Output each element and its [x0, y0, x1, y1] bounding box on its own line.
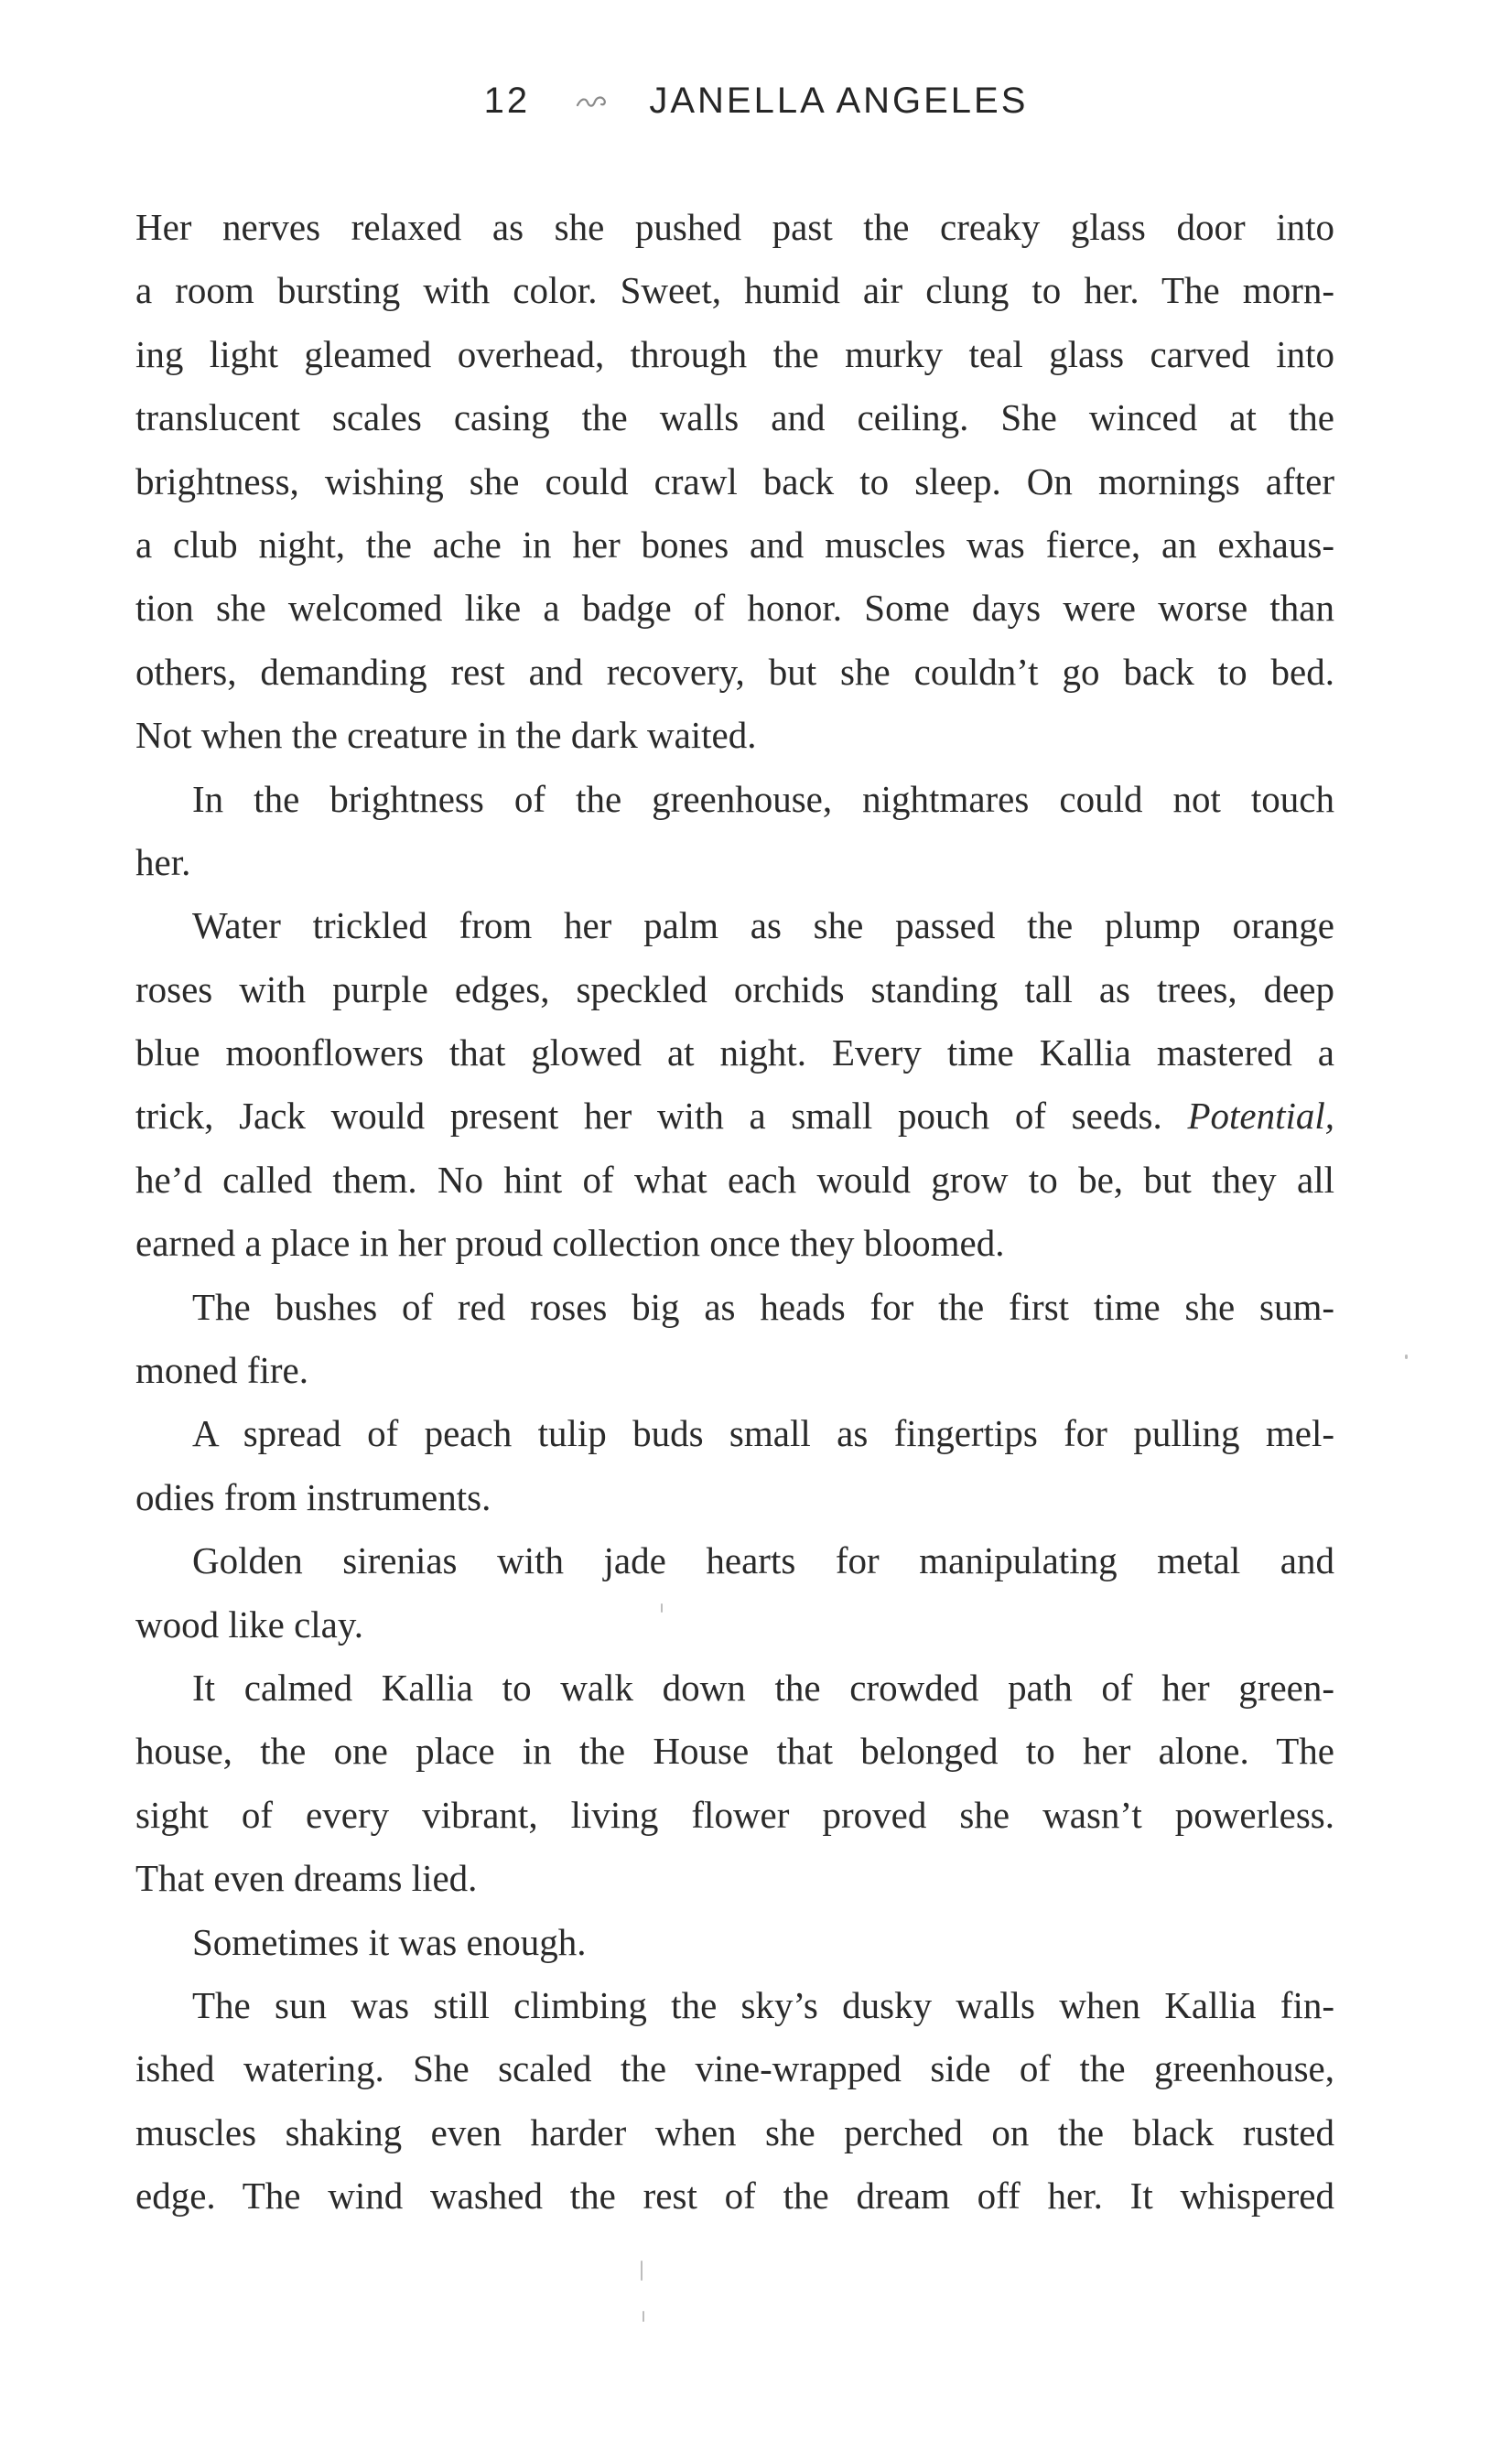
running-head-author: JANELLA ANGELES: [649, 80, 1029, 121]
text-line: Water trickled from her palm as she passed the plump orange: [192, 904, 1334, 947]
page-number: 12: [483, 80, 531, 121]
text-line: Her nerves relaxed as she pushed past the creaky glass door into: [135, 206, 1334, 248]
text-line: The sun was still climbing the sky’s dusky walls when Kallia fin-: [192, 1983, 1334, 2026]
text-line-compound: [135, 1085, 1334, 1148]
text-line: sight of every vibrant, living flower proved she wasn’t powerless.: [135, 1793, 1334, 1836]
text-line: odies from instruments.: [135, 1475, 491, 1518]
text-line: blue moonflowers that glowed at night. Every time Kallia mastered a: [135, 1031, 1334, 1074]
text-line: In the brightness of the greenhouse, nightmares could not touch: [192, 777, 1334, 820]
text-line: edge. The wind washed the rest of the dream off her. It whispered: [135, 2175, 1334, 2218]
text-line: he’d called them. No hint of what each would grow to be, but they all: [135, 1158, 1334, 1201]
scan-speck: [641, 2261, 643, 2281]
text-line-part: trick, Jack would present her with a small pouch of seeds.: [135, 1095, 1162, 1138]
text-line: It calmed Kallia to walk down the crowded path of her green-: [192, 1666, 1334, 1709]
scan-speck: [661, 1603, 663, 1613]
text-line: Sometimes it was enough.: [192, 1920, 587, 1963]
running-head: [0, 79, 1512, 122]
text-line: ing light gleamed overhead, through the murky teal glass carved into: [135, 332, 1334, 375]
text-line: brightness, wishing she could crawl back to sleep. On mornings after: [135, 459, 1334, 502]
text-line: wood like clay.: [135, 1603, 363, 1646]
text-line: translucent scales casing the walls and ceiling. She winced at the: [135, 396, 1334, 439]
body-text: [135, 196, 1334, 2229]
text-line: a room bursting with color. Sweet, humid air clung to her. The morn-: [135, 269, 1334, 312]
scan-speck: [1405, 1354, 1408, 1359]
text-line: That even dreams lied.: [135, 1857, 478, 1900]
text-line: A spread of peach tulip buds small as fingertips for pulling mel-: [192, 1412, 1334, 1455]
text-line: roses with purple edges, speckled orchids standing tall as trees, deep: [135, 967, 1334, 1010]
text-line: tion she welcomed like a badge of honor. Some days were worse than: [135, 587, 1334, 630]
text-line: The bushes of red roses big as heads for the first time she sum-: [192, 1285, 1334, 1328]
text-line: moned fire.: [135, 1349, 308, 1392]
text-line: her.: [135, 840, 191, 883]
text-line: Golden sirenias with jade hearts for manipulating metal and: [192, 1539, 1334, 1582]
text-line: muscles shaking even harder when she perched on the black rusted: [135, 2110, 1334, 2153]
italic-word: Potential,: [1187, 1095, 1335, 1138]
text-line: house, the one place in the House that belonged to her alone. The: [135, 1730, 1334, 1773]
text-line: others, demanding rest and recovery, but she couldn’t go back to bed.: [135, 650, 1334, 693]
text-line: ished watering. She scaled the vine-wrapped side of the greenhouse,: [135, 2047, 1334, 2090]
flourish-ornament-icon: [576, 79, 609, 120]
scan-speck: [643, 2311, 644, 2322]
text-line: earned a place in her proud collection once they bloomed.: [135, 1222, 1005, 1265]
text-line: Not when the creature in the dark waited.: [135, 714, 757, 757]
text-line: a club night, the ache in her bones and muscles was fierce, an exhaus-: [135, 523, 1334, 566]
